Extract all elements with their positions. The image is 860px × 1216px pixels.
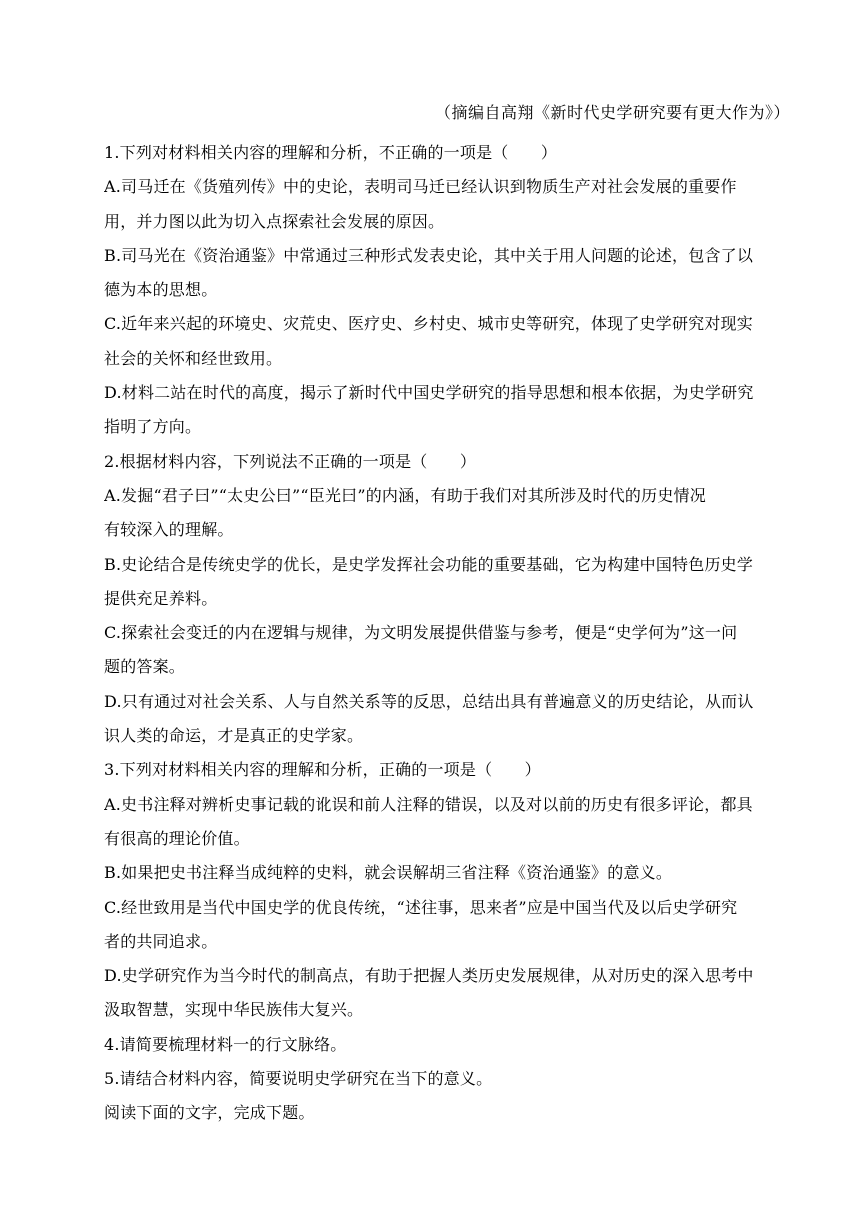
text-line: A.发掘“君子曰”“太史公曰”“臣光曰”的内涵，有助于我们对其所涉及时代的历史情况 bbox=[104, 485, 706, 505]
text-line: C.近年来兴起的环境史、灾荒史、医疗史、乡村史、城市史等研究，体现了史学研究对现实 bbox=[104, 314, 753, 334]
text-line: C.探索社会变迁的内在逻辑与规律，为文明发展提供借鉴与参考，便是“史学何为”这一问 bbox=[104, 623, 738, 643]
text-line: 题的答案。 bbox=[104, 657, 186, 677]
text-line: B.如果把史书注释当成纯粹的史料，就会误解胡三省注释《资治通鉴》的意义。 bbox=[104, 863, 673, 883]
text-line: 有很高的理论价值。 bbox=[104, 828, 250, 848]
text-line: B.史论结合是传统史学的优长，是史学发挥社会功能的重要基础，它为构建中国特色历史学 bbox=[104, 554, 754, 574]
text-line: 汲取智慧，实现中华民族伟大复兴。 bbox=[104, 1000, 364, 1020]
text-line: D.材料二站在时代的高度，揭示了新时代中国史学研究的指导思想和根本依据，为史学研究 bbox=[104, 383, 754, 403]
text-line: 提供充足养料。 bbox=[104, 588, 218, 608]
text-line: 指明了方向。 bbox=[104, 417, 202, 437]
text-line: C.经世致用是当代中国史学的优良传统，“述往事，思来者”应是中国当代及以后史学研究 bbox=[104, 897, 738, 917]
text-line: A.司马迁在《货殖列传》中的史论，表明司马迁已经认识到物质生产对社会发展的重要作 bbox=[104, 177, 737, 197]
text-line: B.司马光在《资治通鉴》中常通过三种形式发表史论，其中关于用人问题的论述，包含了以 bbox=[104, 245, 754, 265]
source-citation: （摘编自高翔《新时代史学研究要有更大作为》） bbox=[434, 103, 790, 122]
text-line: 4.请简要梳理材料一的行文脉络。 bbox=[104, 1034, 347, 1054]
text-line: 识人类的命运，才是真正的史学家。 bbox=[104, 726, 364, 746]
text-line: 5.请结合材料内容，简要说明史学研究在当下的意义。 bbox=[104, 1069, 493, 1089]
text-line: 德为本的思想。 bbox=[104, 280, 218, 300]
text-line: A.史书注释对辨析史事记载的讹误和前人注释的错误，以及对以前的历史有很多评论，都具 bbox=[104, 794, 753, 814]
text-line: 3.下列对材料相关内容的理解和分析，正确的一项是（ ） bbox=[104, 760, 541, 780]
text-line: 用，并力图以此为切入点探索社会发展的原因。 bbox=[104, 211, 445, 231]
text-line: D.只有通过对社会关系、人与自然关系等的反思，总结出具有普遍意义的历史结论，从而认 bbox=[104, 691, 754, 711]
text-line: 2.根据材料内容，下列说法不正确的一项是（ ） bbox=[104, 451, 477, 471]
text-line: 有较深入的理解。 bbox=[104, 520, 234, 540]
text-line: 1.下列对材料相关内容的理解和分析，不正确的一项是（ ） bbox=[104, 143, 558, 162]
text-line: 阅读下面的文字，完成下题。 bbox=[104, 1103, 315, 1123]
question-text bbox=[104, 136, 784, 1131]
text-line: 社会的关怀和经世致用。 bbox=[104, 348, 283, 368]
text-line: D.史学研究作为当今时代的制高点，有助于把握人类历史发展规律，从对历史的深入思考中 bbox=[104, 966, 754, 986]
text-line: 者的共同追求。 bbox=[104, 931, 218, 951]
